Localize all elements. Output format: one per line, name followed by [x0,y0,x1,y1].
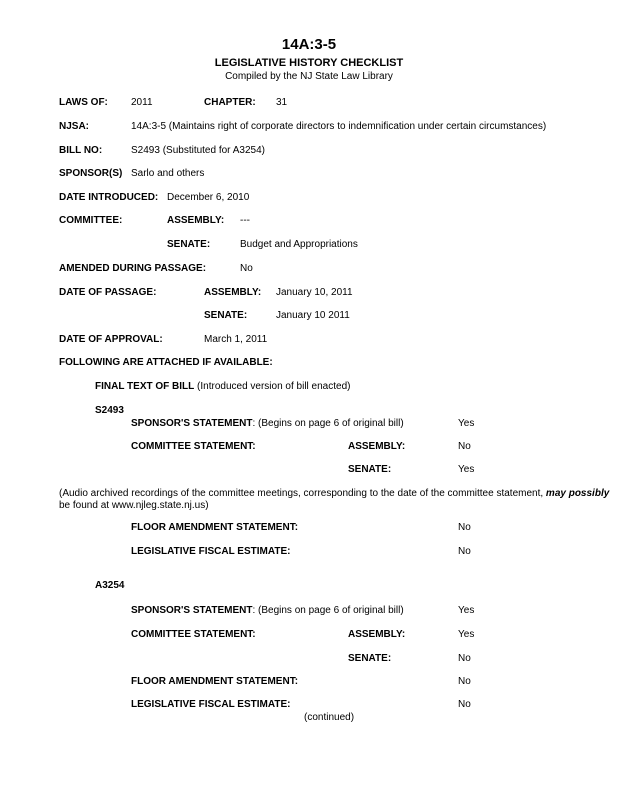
a3254-sponsor-value: Yes [458,605,475,616]
committee-assembly-value: --- [240,215,250,226]
page-subtitle: LEGISLATIVE HISTORY CHECKLIST [214,57,404,69]
date-introduced-value: December 6, 2010 [167,192,250,203]
s2493-committee-label: COMMITTEE STATEMENT: [131,441,256,452]
amended-value: No [240,263,253,274]
committee-senate-label: SENATE: [167,239,211,250]
njsa-label: NJSA: [59,121,90,132]
date-of-passage-label: DATE OF PASSAGE: [59,287,157,298]
audio-note-line2: be found at www.njleg.state.nj.us) [59,500,209,511]
a3254-fiscal-value: No [458,699,471,710]
a3254-heading: A3254 [95,580,125,591]
s2493-fiscal-value: No [458,546,471,557]
committee-assembly-label: ASSEMBLY: [167,215,225,226]
s2493-sponsor-line [131,418,404,430]
s2493-heading: S2493 [95,405,124,416]
a3254-senate-value: No [458,653,471,664]
njsa-value: 14A:3-5 (Maintains right of corporate directors to indemnification under certain circumstances) [131,121,547,132]
page-title: 14A:3-5 [281,36,337,53]
s2493-senate-value: Yes [458,464,475,475]
a3254-sponsor-note: : (Begins on page 6 of original bill) [252,605,404,616]
audio-note-text: (Audio archived recordings of the committee meetings, corresponding to the date of the committee statement, [59,488,544,499]
a3254-sponsor-label: SPONSOR'S STATEMENT [131,605,253,616]
a3254-floor-label: FLOOR AMENDMENT STATEMENT: [131,676,299,687]
passage-senate-label: SENATE: [204,310,248,321]
a3254-committee-label: COMMITTEE STATEMENT: [131,629,256,640]
a3254-assembly-value: Yes [458,629,475,640]
date-of-approval-value: March 1, 2011 [204,334,268,345]
sponsors-value: Sarlo and others [131,168,205,179]
committee-senate-value: Budget and Appropriations [240,239,358,250]
final-text-note: (Introduced version of bill enacted) [197,381,351,392]
following-heading: FOLLOWING ARE ATTACHED IF AVAILABLE: [59,357,273,368]
date-of-approval-label: DATE OF APPROVAL: [59,334,163,345]
a3254-fiscal-label: LEGISLATIVE FISCAL ESTIMATE: [131,699,291,710]
passage-senate-value: January 10 2011 [276,310,350,321]
s2493-sponsor-label: SPONSOR'S STATEMENT [131,418,253,429]
amended-label: AMENDED DURING PASSAGE: [59,263,207,274]
compiled-by: Compiled by the NJ State Law Library [225,71,393,82]
s2493-assembly-label: ASSEMBLY: [348,441,406,452]
a3254-floor-value: No [458,676,471,687]
passage-assembly-value: January 10, 2011 [276,287,353,298]
final-text-line [95,381,350,393]
s2493-floor-label: FLOOR AMENDMENT STATEMENT: [131,522,299,533]
chapter-value: 31 [276,97,288,108]
s2493-sponsor-value: Yes [458,418,475,429]
audio-note-line1 [59,488,609,500]
chapter-label: CHAPTER: [204,97,256,108]
bill-no-value: S2493 (Substituted for A3254) [131,145,265,156]
s2493-floor-value: No [458,522,471,533]
sponsors-label: SPONSOR(S) [59,168,123,179]
a3254-senate-label: SENATE: [348,653,392,664]
continued-note: (continued) [304,712,355,723]
audio-note-emphasis: may possibly [545,488,610,499]
a3254-sponsor-line [131,605,404,617]
date-introduced-label: DATE INTRODUCED: [59,192,159,203]
laws-of-value: 2011 [131,97,153,108]
s2493-assembly-value: No [458,441,471,452]
laws-of-label: LAWS OF: [59,97,108,108]
passage-assembly-label: ASSEMBLY: [204,287,262,298]
committee-label: COMMITTEE: [59,215,123,226]
s2493-sponsor-note: : (Begins on page 6 of original bill) [252,418,404,429]
final-text-label: FINAL TEXT OF BILL [95,381,195,392]
a3254-assembly-label: ASSEMBLY: [348,629,406,640]
s2493-fiscal-label: LEGISLATIVE FISCAL ESTIMATE: [131,546,291,557]
bill-no-label: BILL NO: [59,145,103,156]
s2493-senate-label: SENATE: [348,464,392,475]
